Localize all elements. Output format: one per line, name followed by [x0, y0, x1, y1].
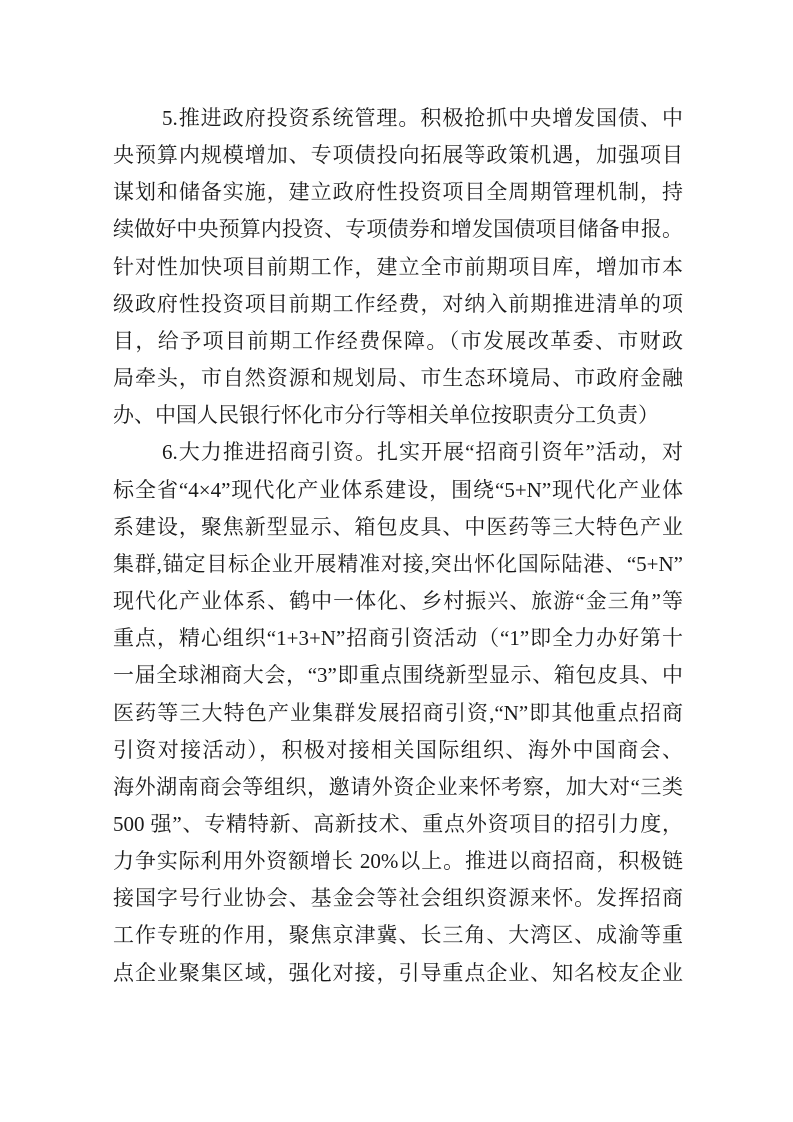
text-line: 局牵头，市自然资源和规划局、市生态环境局、市政府金融 [113, 366, 683, 391]
text-line: 接国字号行业协会、基金会等社会组织资源来怀。发挥招商 [113, 886, 683, 911]
text-line: 一届全球湘商大会，“3”即重点围绕新型显示、箱包皮具、中 [113, 663, 683, 688]
paragraph-item-6 [113, 434, 683, 991]
text-line: 办、中国人民银行怀化市分行等相关单位按职责分工负责） [113, 403, 659, 428]
text-line: 级政府性投资项目前期工作经费，对纳入前期推进清单的项 [113, 291, 683, 316]
text-line: 集群,锚定目标企业开展精准对接,突出怀化国际陆港、“5+N” [113, 551, 683, 576]
text-line: 医药等三大特色产业集群发展招商引资,“N”即其他重点招商 [113, 700, 683, 725]
text-line: 谋划和储备实施，建立政府性投资项目全周期管理机制，持 [113, 180, 683, 205]
text-line: 5.推进政府投资系统管理。积极抢抓中央增发国债、中 [162, 106, 683, 130]
text-line: 标全省“4×4”现代化产业体系建设，围绕“5+N”现代化产业体 [113, 477, 683, 502]
text-line: 500 强”、专精特新、高新技术、重点外资项目的招引力度， [113, 811, 683, 836]
text-line: 力争实际利用外资额增长 20%以上。推进以商招商，积极链 [113, 849, 683, 874]
text-line: 6.大力推进招商引资。扎实开展“招商引资年”活动，对 [162, 440, 683, 465]
text-line: 现代化产业体系、鹤中一体化、乡村振兴、旅游“金三角”等 [113, 589, 683, 614]
text-line: 针对性加快项目前期工作，建立全市前期项目库，增加市本 [113, 254, 683, 279]
text-line: 引资对接活动），积极对接相关国际组织、海外中国商会、 [113, 737, 683, 762]
text-line: 海外湖南商会等组织，邀请外资企业来怀考察，加大对“三类 [113, 774, 683, 799]
text-line: 系建设，聚焦新型显示、箱包皮具、中医药等三大特色产业 [113, 514, 683, 539]
text-line: 点企业聚集区域，强化对接，引导重点企业、知名校友企业 [113, 960, 683, 985]
text-line: 重点，精心组织“1+3+N”招商引资活动（“1”即全力办好第十 [113, 626, 683, 651]
text-line: 续做好中央预算内投资、专项债券和增发国债项目储备申报。 [113, 217, 683, 242]
text-line: 工作专班的作用，聚焦京津冀、长三角、大湾区、成渝等重 [113, 923, 683, 948]
paragraph-item-5 [113, 100, 683, 434]
text-line: 目，给予项目前期工作经费保障。（市发展改革委、市财政 [113, 328, 683, 353]
text-line: 央预算内规模增加、专项债投向拓展等政策机遇，加强项目 [113, 143, 683, 168]
